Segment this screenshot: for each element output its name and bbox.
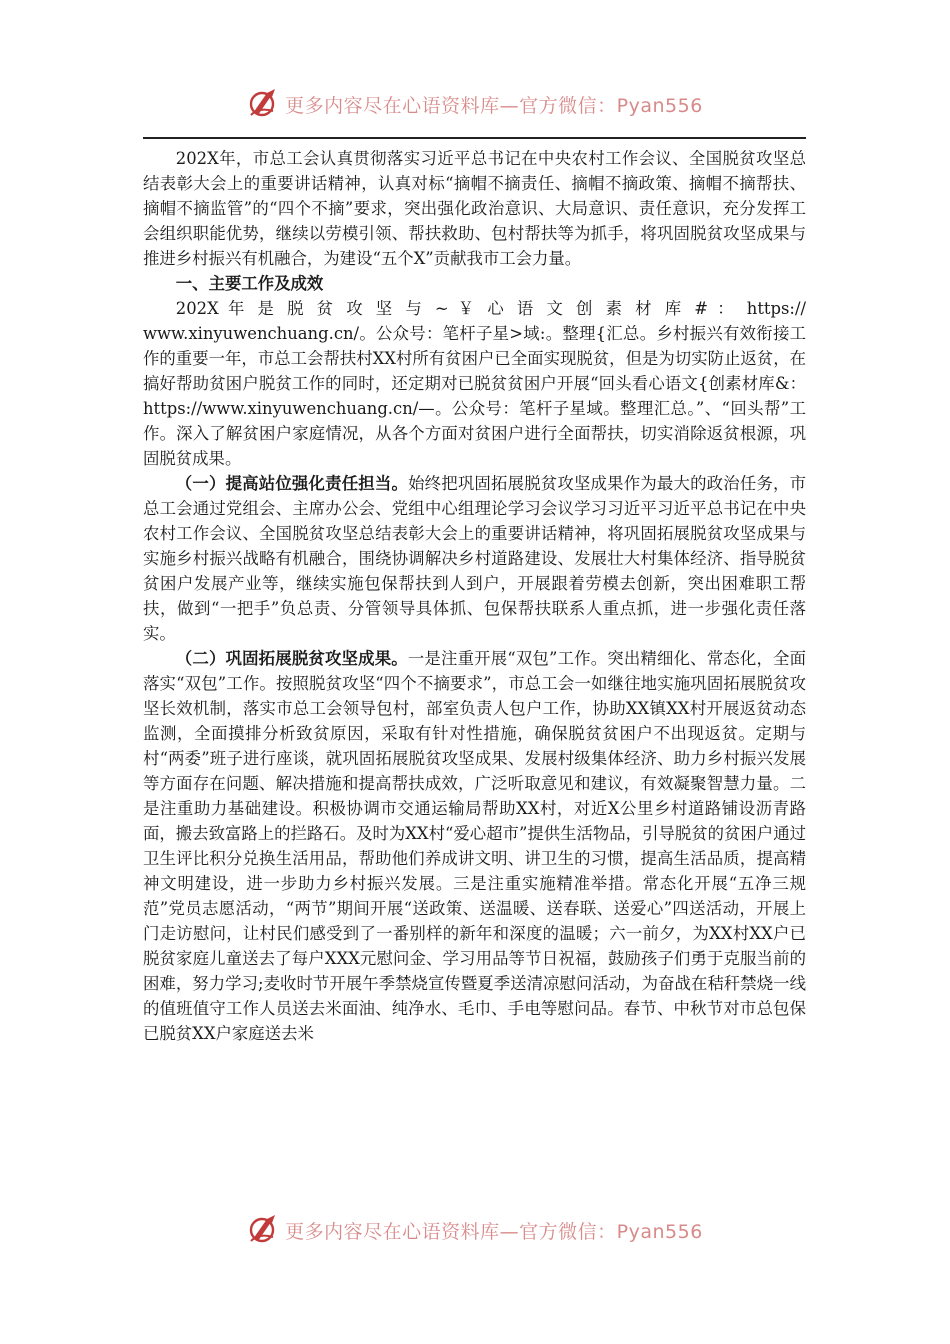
ribbon-pen-logo-icon <box>247 1213 281 1247</box>
subsection-2 <box>143 646 806 1046</box>
footer-banner <box>0 1212 950 1248</box>
header-rule <box>143 137 806 139</box>
ribbon-pen-logo-icon <box>247 87 281 121</box>
subsection-2-title: （二）巩固拓展脱贫攻坚成果。 <box>175 649 408 668</box>
subsection-1-text: 始终把巩固拓展脱贫攻坚成果作为最大的政治任务，市总工会通过党组会、主席办公会、党组中心组理论学习会议学习习近平习近平总书记在中央农村工作会议、全国脱贫攻坚总结表彰大会上的重要讲话精神，将巩固拓展脱贫攻坚成果与实施乡村振兴战略有机融合，围绕协调解决乡村道路建设、发展壮大村集体经济、指导脱贫贫困户发展产业等，继续实施包保帮扶到人到户，开展跟着劳模去创新，突出困难职工帮扶，做到“一把手”负总责、分管领导具体抓、包保帮扶联系人重点抓，进一步强化责任落实。 <box>143 474 807 643</box>
section-heading-1: 一、主要工作及成效 <box>175 274 324 293</box>
subsection-1 <box>143 471 806 646</box>
paragraph-2-body: www.xinyuwenchuang.cn/。公众号：笔杆子星>域:。整理{汇总。乡村振兴有效衔接工作的重要一年，市总工会帮扶村XX村所有贫困户已全面实现脱贫，但是为切实防止返贫，在搞好帮助贫困户脱贫工作的同时，还定期对已脱贫贫困户开展“回头看心语文{创素材库&：https://www.xinyuwenchuang.cn/—。公众号：笔杆子星域。整理汇总。”、“回头帮”工作。深入了解贫困户家庭情况，从各个方面对贫困户进行全面帮扶，切实消除返贫根源，巩固脱贫成果。 <box>143 324 806 468</box>
banner-text: 更多内容尽在心语资料库—官方微信：Pyan556 <box>285 94 703 117</box>
document-body <box>143 146 806 1046</box>
subsection-1-title: （一）提高站位强化责任担当。 <box>175 474 409 493</box>
intro-paragraph: 202X年，市总工会认真贯彻落实习近平总书记在中央农村工作会议、全国脱贫攻坚总结表彰大会上的重要讲话精神，认真对标“摘帽不摘责任、摘帽不摘政策、摘帽不摘帮扶、摘帽不摘监管”的“四个不摘”要求，突出强化政治意识、大局意识、责任意识，充分发挥工会组织职能优势，继续以劳模引领、帮扶救助、包村帮扶等为抓手，将巩固脱贫攻坚成果与推进乡村振兴有机融合，为建设“五个X”贡献我市工会力量。 <box>143 149 806 268</box>
footer-banner-text: 更多内容尽在心语资料库—官方微信：Pyan556 <box>285 1220 703 1243</box>
header-banner <box>0 86 950 122</box>
paragraph-2-first-line: 202X 年 是 脱 贫 攻 坚 与 ~ ￥ 心 语 文 创 素 材 库 # ： https:// <box>175 299 806 318</box>
subsection-2-text: 一是注重开展“双包”工作。突出精细化、常态化，全面落实“双包”工作。按照脱贫攻坚“四个不摘要求”，市总工会一如继往地实施巩固拓展脱贫攻坚长效机制，落实市总工会领导包村，部室负责人包户工作，协助XX镇XX村开展返贫动态监测，全面摸排分析致贫原因，采取有针对性措施，确保脱贫贫困户不出现返贫。定期与村“两委”班子进行座谈，就巩固拓展脱贫攻坚成果、发展村级集体经济、助力乡村振兴发展等方面存在问题、解决措施和提高帮扶成效，广泛听取意见和建议，有效凝聚智慧力量。二是注重助力基础建设。积极协调市交通运输局帮助XX村，对近X公里乡村道路铺设沥青路面，搬去致富路上的拦路石。及时为XX村“爱心超市”提供生活物品，引导脱贫的贫困户通过卫生评比积分兑换生活用品，帮助他们养成讲文明、讲卫生的习惯，提高生活品质，提高精神文明建设，进一步助力乡村振兴发展。三是注重实施精准举措。常态化开展“五净三规范”党员志愿活动，“两节”期间开展“送政策、送温暖、送春联、送爱心”四送活动，开展上门走访慰问，让村民们感受到了一番别样的新年和深度的温暖；六一前夕，为XX村XX户已脱贫家庭儿童送去了每户XXX元慰问金、学习用品等节日祝福，鼓励孩子们勇于克服当前的困难，努力学习;麦收时节开展午季禁烧宣传暨夏季送清凉慰问活动，为奋战在秸秆禁烧一线的值班值守工作人员送去米面油、纯净水、毛巾、手电等慰问品。春节、中秋节对市总包保已脱贫XX户家庭送去米 <box>143 649 806 1043</box>
